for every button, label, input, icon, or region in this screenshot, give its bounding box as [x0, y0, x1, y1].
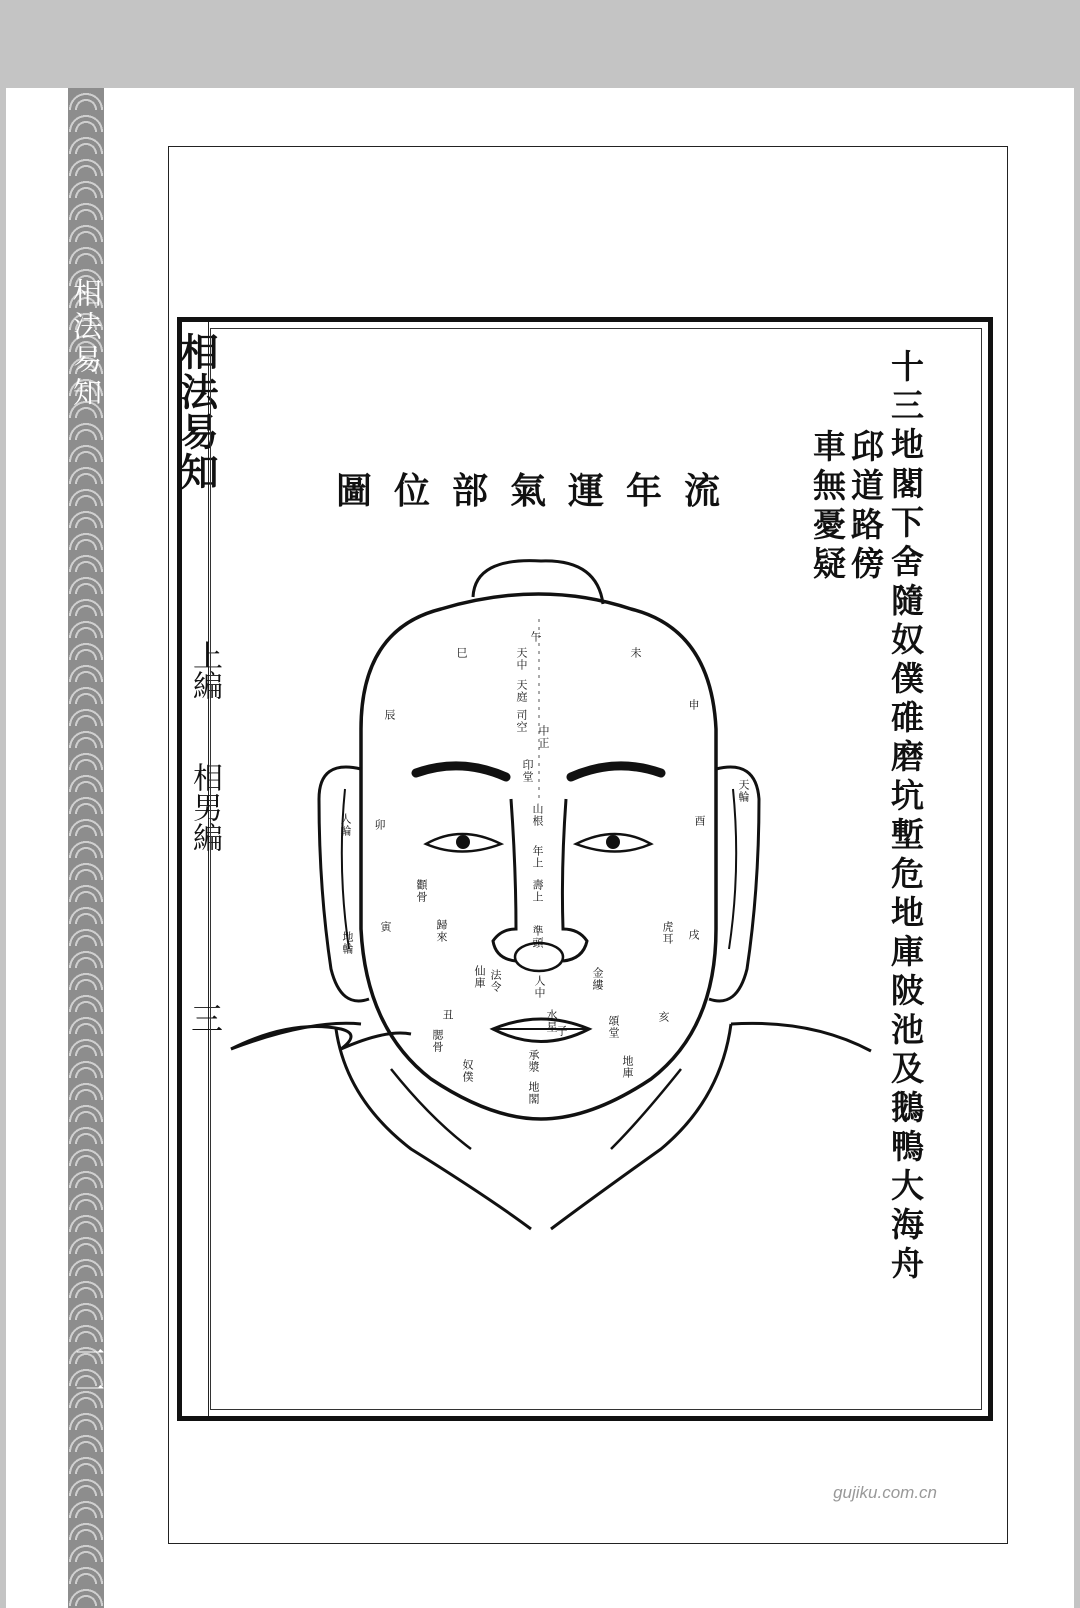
verse-line-2: 邱道路傍 [846, 429, 885, 585]
nose-right [562, 799, 587, 961]
pupil-left [456, 835, 470, 849]
print-inner-frame [210, 328, 982, 1410]
diagram-title: 流年運氣部位圖 [335, 470, 742, 512]
face-label: 虎耳 [661, 921, 674, 945]
face-diagram [211, 329, 1011, 1409]
subsection-label: 相男編 [187, 762, 222, 852]
face-label: 承漿 [527, 1049, 540, 1073]
watermark: gujiku.com.cn [833, 1483, 937, 1502]
face-label: 辰 [383, 709, 396, 721]
face-label: 金縷 [591, 967, 604, 991]
face-label: 天庭 [515, 679, 528, 703]
nose-left [493, 799, 516, 961]
plate-frame [168, 146, 1008, 1544]
face-label: 水星 [545, 1009, 558, 1033]
face-label: 酉 [693, 815, 706, 827]
ear-right-inner [729, 789, 736, 949]
face-label: 申 [687, 699, 700, 711]
face-label: 司空 [515, 709, 528, 733]
face-label: 丑 [441, 1009, 454, 1021]
face-label: 天中 [515, 647, 528, 671]
face-label: 未 [629, 647, 642, 659]
face-label: 天輪 [737, 779, 750, 803]
spine-page-number: 一一 [69, 1338, 104, 1410]
margin-column [174, 322, 224, 1416]
spine-border [68, 88, 104, 1608]
section-label: 上編 [187, 640, 222, 700]
face-label: 午 [529, 631, 542, 643]
mouth [493, 1019, 589, 1042]
shoulder-right-line [731, 1023, 871, 1051]
face-label: 頌堂 [607, 1015, 620, 1039]
shoulder-left [231, 1027, 411, 1050]
eyebrow-left [416, 766, 506, 777]
face-label: 奴僕 [461, 1059, 474, 1083]
face-label: 人輪 [339, 813, 352, 837]
page-mark: 三 [186, 1002, 224, 1034]
face-label: 卯 [373, 819, 386, 831]
pupil-right [606, 835, 620, 849]
face-label: 戌 [687, 929, 700, 941]
face-label: 寅 [379, 921, 392, 933]
face-label: 中正 [537, 725, 550, 749]
face-label: 準頭 [531, 925, 544, 949]
face-label: 巳 [455, 647, 468, 659]
face-label: 年上 [531, 845, 544, 869]
face-label: 人中 [533, 975, 546, 999]
collar-left [336, 1029, 531, 1229]
face-label: 子 [555, 1025, 568, 1037]
collar-right [551, 1024, 731, 1229]
face-label: 地庫 [621, 1055, 634, 1079]
face-label: 歸來 [435, 919, 448, 943]
face-label: 仙庫 [473, 965, 486, 989]
face-label: 地輪 [341, 931, 354, 955]
book-title: 相法易知 [174, 332, 219, 492]
face-label: 顴骨 [415, 879, 428, 903]
face-label: 山根 [531, 803, 544, 827]
eyebrow-right [571, 766, 661, 777]
face-label: 印堂 [521, 759, 534, 783]
face-label: 腮骨 [431, 1029, 444, 1053]
verse-line-3: 車無憂疑 [808, 429, 847, 585]
face-label: 地閣 [527, 1081, 540, 1105]
face-label: 壽上 [531, 879, 544, 903]
face-label: 亥 [657, 1011, 670, 1023]
page [6, 88, 1074, 1608]
spine-title: 相法易知 [69, 278, 103, 410]
woodblock-print [174, 317, 993, 1421]
face-label: 法令 [489, 969, 502, 993]
verse-line-1: 十三地閣下舍隨奴僕碓磨坑塹危地庫陂池及鵝鴨大海舟 [886, 349, 925, 1285]
